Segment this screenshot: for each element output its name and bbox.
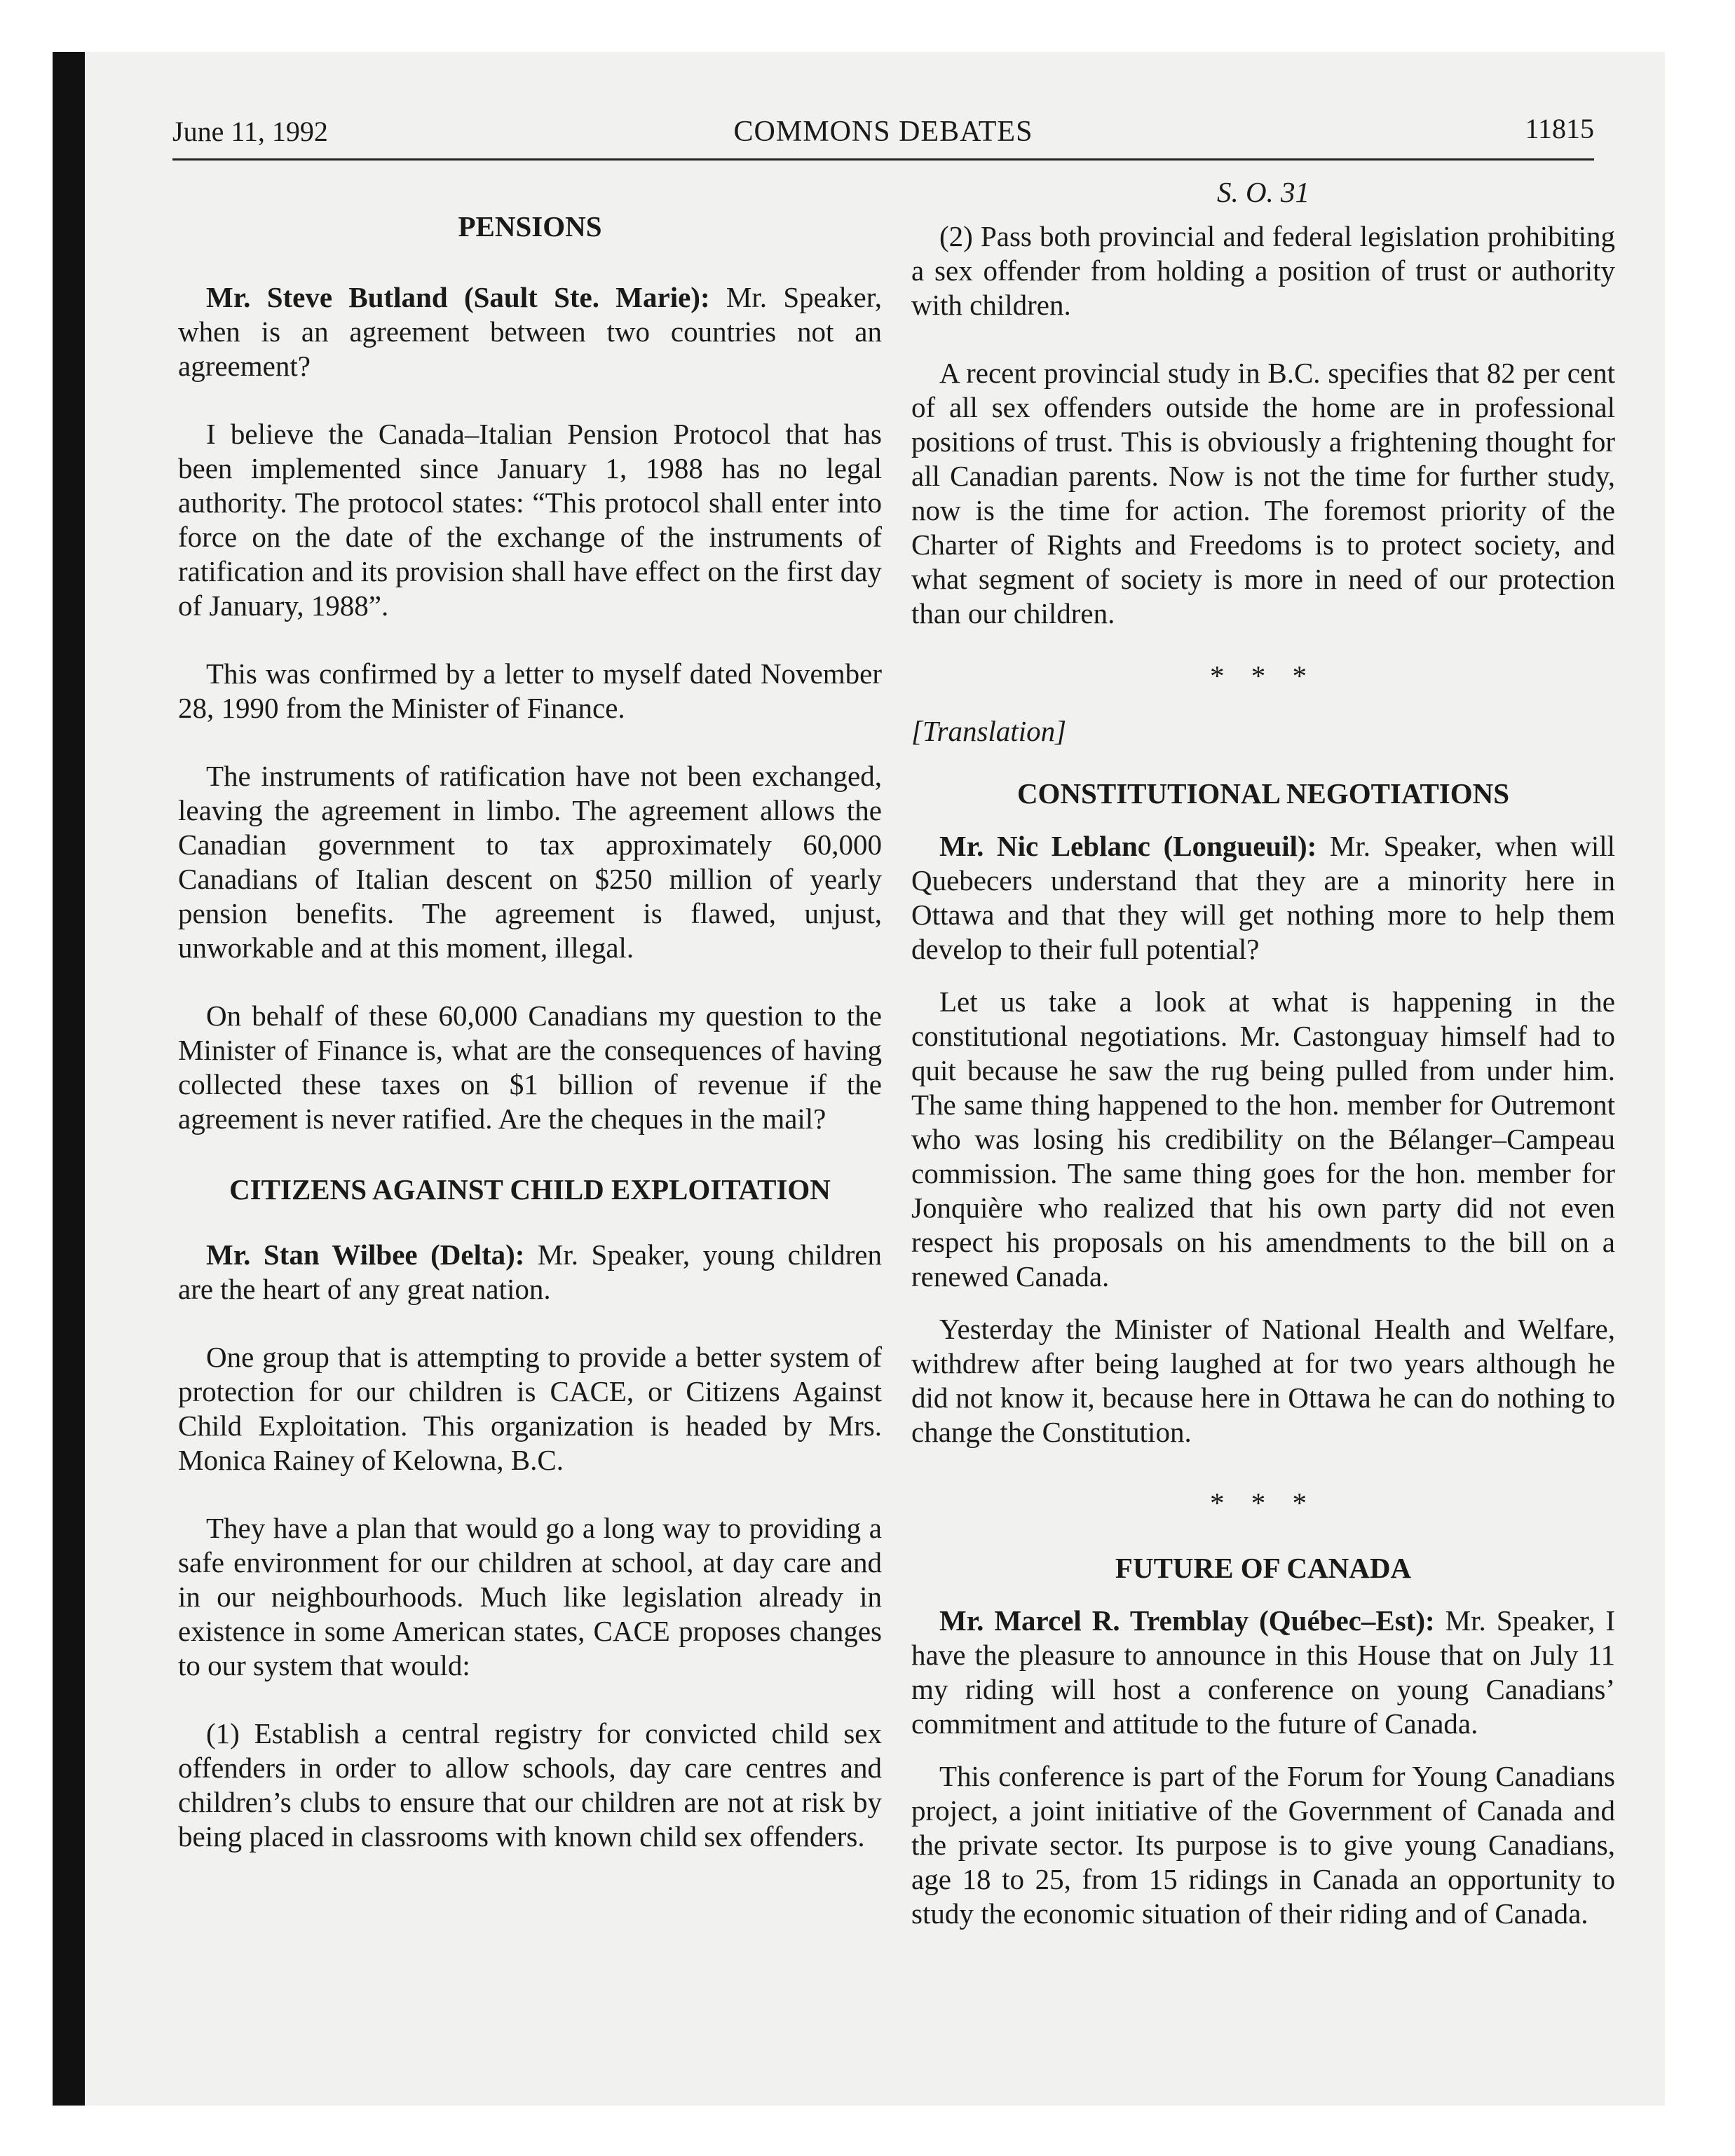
standing-order-label: S. O. 31 <box>1216 176 1310 208</box>
section-separator: * * * <box>1210 1487 1316 1519</box>
paragraph: This was confirmed by a letter to myself dated November 28, 1990 from the Minister of Finance. <box>178 657 882 724</box>
paragraph: Yesterday the Minister of National Health and Welfare, withdrew after being laughed at for two years although he did not know it, because here in Ottawa he can do nothing to change the Constitution. <box>911 1313 1615 1448</box>
paragraph: On behalf of these 60,000 Canadians my question to the Minister of Finance is, what are the consequences of having collected these taxes on $1 billion of revenue if the agreement is never ratified. Are the cheques in the mail? <box>178 999 882 1135</box>
section-heading-constitutional: CONSTITUTIONAL NEGOTIATIONS <box>1016 777 1510 810</box>
page-header <box>172 107 1594 149</box>
paragraph: A recent provincial study in B.C. specifies that 82 per cent of all sex offenders outside the home are in professional positions of trust. This is obviously a frightening thought for all Canadian parents. Now is not the time for further study, now is the time for action. The foremost priority of the Charter of Rights and Freedoms is to protect society, and what segment of society is more in need of our protection than our children. <box>911 357 1615 629</box>
header-date: June 11, 1992 <box>172 116 328 147</box>
statement-butland-intro: Mr. Steve Butland (Sault Ste. Marie): Mr. Speaker, when is an agreement between two countries not an agreement? <box>178 281 882 382</box>
section-heading-future: FUTURE OF CANADA <box>1115 1552 1412 1584</box>
paragraph: (1) Establish a central registry for convicted child sex offenders in order to allow schools, day care centres and children’s clubs to ensure that our children are not at risk by being placed in classrooms with known child sex offenders. <box>178 1717 882 1853</box>
statement-tremblay-intro: Mr. Marcel R. Tremblay (Québec–Est): Mr. Speaker, I have the pleasure to announce in this House that on July 11 my riding will host a conference on young Canadians’ commitment and attitude to the future of Canada. <box>911 1604 1615 1740</box>
statement-wilbee-intro: Mr. Stan Wilbee (Delta): Mr. Speaker, young children are the heart of any great nation. <box>178 1239 882 1305</box>
statement-leblanc-intro: Mr. Nic Leblanc (Longueuil): Mr. Speaker, when will Quebecers understand that they are a minority here in Ottawa and that they will get nothing more to help them develop to their full potential? <box>911 830 1616 965</box>
paragraph: I believe the Canada–Italian Pension Protocol that has been implemented since January 1, 1988 has no legal authority. The protocol states: “This protocol shall enter into force on the date of the exchange of the instruments of ratification and its provision shall have effect on the first day of January, 1988”. <box>178 418 882 622</box>
speaker-name: Mr. Marcel R. Tremblay (Québec–Est): <box>939 1604 1435 1637</box>
header-title: COMMONS DEBATES <box>733 116 1033 148</box>
section-separator: * * * <box>1210 660 1316 692</box>
speaker-name: Mr. Stan Wilbee (Delta): <box>206 1239 525 1271</box>
speaker-name: Mr. Steve Butland (Sault Ste. Marie): <box>206 281 710 313</box>
page-number: 11815 <box>1525 113 1594 144</box>
right-column <box>911 175 1615 1931</box>
left-column <box>178 175 882 1854</box>
paragraph: They have a plan that would go a long way to providing a safe environment for our children at school, at day care and in our neighbourhoods. Much like legislation already in existence in some American states, CACE proposes changes to our system that would: <box>178 1512 882 1681</box>
header-rule <box>172 158 1594 161</box>
paragraph: One group that is attempting to provide a better system of protection for our children is CACE, or Citizens Against Child Exploitation. This organization is headed by Mrs. Monica Rainey of Kelowna, B.C. <box>178 1341 882 1476</box>
section-heading-pensions: PENSIONS <box>458 210 602 243</box>
paragraph: This conference is part of the Forum for Young Canadians project, a joint initiative of the Government of Canada and the private sector. Its purpose is to give young Canadians, age 18 to 25, from 15 ridings in Canada an opportunity to study the economic situation of their riding and of Canada. <box>911 1760 1615 1930</box>
binding-edge <box>53 52 85 2106</box>
translation-note: [Translation] <box>911 715 1067 747</box>
paragraph: The instruments of ratification have not been exchanged, leaving the agreement in limbo. The agreement allows the Canadian government to tax approximately 60,000 Canadians of Italian descent on $250 million of yearly pension benefits. The agreement is flawed, unjust, unworkable and at this moment, illegal. <box>178 760 882 964</box>
paragraph: Let us take a look at what is happening in the constitutional negotiations. Mr. Castonguay himself had to quit because he saw the rug being pulled from under him. The same thing happened to the hon. member for Outremont who was losing his credibility on the Bélanger–Campeau commission. The same thing goes for the hon. member for Jonquière who realized that his own party did not even respect his proposals on his amendments to the bill on a renewed Canada. <box>911 985 1615 1292</box>
section-heading-cace: CITIZENS AGAINST CHILD EXPLOITATION <box>229 1173 831 1206</box>
speaker-name: Mr. Nic Leblanc (Longueuil): <box>939 830 1317 862</box>
paragraph: (2) Pass both provincial and federal legislation prohibiting a sex offender from holding a position of trust or authority with children. <box>911 220 1615 321</box>
